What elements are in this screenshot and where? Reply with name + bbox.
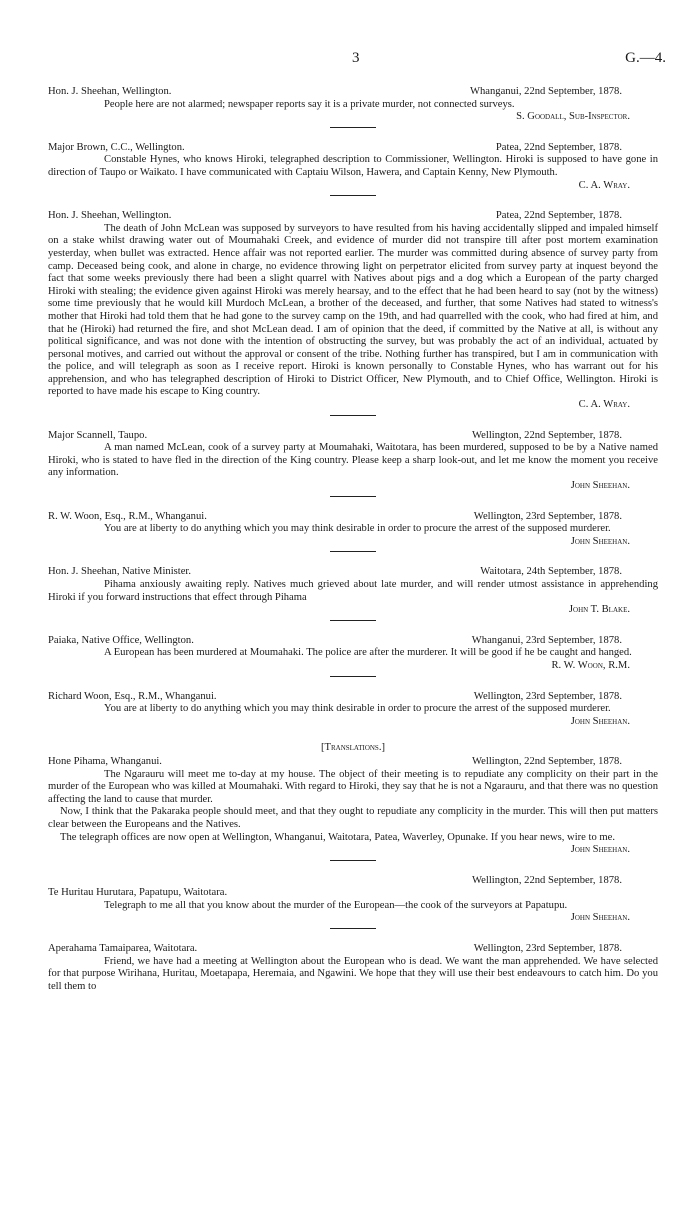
telegram-body: You are at liberty to do anything which you may think desirable in order to procure the arrest of the supposed murderer. (104, 703, 611, 715)
telegram (48, 511, 658, 553)
separator-rule (330, 620, 376, 621)
telegram-address-line (48, 86, 658, 99)
separator-rule (330, 676, 376, 677)
signature: S. Goodall, Sub-Inspector. (516, 111, 630, 123)
signature: John Sheehan. (570, 715, 630, 727)
separator-rule (330, 551, 376, 552)
separator-rule (330, 928, 376, 929)
telegram-body: The Ngarauru will meet me to-day at my house. The object of their meeting is to repudiate any complicity on their part in the murder of the European who was killed at Moumahaki. With regard to Hiroki, they say that he is not a Ngarauru, and that there was no question affecting the land to cause that murder. (48, 768, 658, 805)
telegram-body: Now, I think that the Pakaraka people should meet, and that they ought to repudiate any complicity in the murder. This will then put matters clear between the Europeans and the Natives. (48, 806, 658, 830)
place-date: Waitotara, 24th September, 1878. (480, 566, 622, 578)
separator-rule (330, 127, 376, 128)
telegram-address-line (48, 691, 658, 704)
telegram-body: Constable Hynes, who knows Hiroki, telegraphed description to Commissioner, Wellington. Hiroki is supposed to have gone in direction of Taupo or Waikato. I have communicated with Captaiu Wilson, Hawera, and Captain Kenny, New Plymouth. (48, 154, 658, 178)
separator-rule (330, 195, 376, 196)
signature: John Sheehan. (570, 480, 630, 492)
telegram (48, 430, 658, 497)
telegram (48, 635, 658, 677)
place-date: Wellington, 22nd September, 1878. (472, 429, 622, 441)
recipient: Hon. J. Sheehan, Native Minister. (48, 566, 191, 578)
place-date: Patea, 22nd September, 1878. (495, 210, 622, 222)
telegram-body: The telegraph offices are now open at Wellington, Whanganui, Waitotara, Patea, Waverley, Opunake. If you hear news, wire to me. (60, 831, 615, 843)
telegram-body: The death of John McLean was supposed by surveyors to have resulted from his having accidentally slipped and impaled himself on a stake whilst drawing water out of Moumahaki Creek, and evidence of murder did not transpire till after post mortem examination yesterday, when bullet was extracted. Hence affair was not reported earlier. The murder was committed during absence of survey party from camp. Deceased being cook, and alone in charge, no evidence throwing light on perpetrator elicited from survey party at inquest beyond the fact that some weeks previously there had been a slight quarrel with Natives about pigs and a dog which a European of the party charged Hiroki with stealing; the evidence given against Hiroki was merely hearsay, and to the effect that he had been heard to say (not by the witness) some time previously that he would kill Murdoch McLean, a brother of the deceased, and further, that some Natives had stated to witness's mother that Hiroki had told them that he had gone to the survey camp on the 19th, and had quarrelled with the cook, who had fired at him, and that he (Hiroki) had returned the fire, and shot McLean dead. I am of opinion that the deed, if committed by the Native at all, is without any political significance, and was not done with the intention of obstructing the survey, but was probably the act of an individual, actuated by personal motives, and carried out without the approval or consent of the tribe. Nothing further has transpired, but I am in communication with the police, and will telegraph as soon as I receive report. Hiroki is known personally to Constable Hynes, who has warrant out for his apprehension, and who has telegraphed description of Hiroki to District Officer, New Plymouth, and to Chief Office, Wellington. Hiroki is reported to have made his escape to King country. (48, 222, 658, 398)
telegram (48, 756, 658, 861)
telegram-body: You are at liberty to do anything which you may think desirable in order to procure the arrest of the supposed murderer. (104, 523, 611, 535)
signature: John T. Blake. (568, 604, 630, 616)
telegram-body: Telegraph to me all that you know about the murder of the European—the cook of the surveyors at Papatupu. (104, 899, 568, 911)
telegram-address-line (48, 943, 658, 956)
recipient: Aperahama Tamaiparea, Waitotara. (48, 943, 198, 955)
recipient: Major Brown, C.C., Wellington. (48, 141, 185, 153)
telegram-body: People here are not alarmed; newspaper reports say it is a private murder, not connected surveys. (104, 98, 515, 110)
telegram-address-line (48, 566, 658, 579)
telegram-address-line (48, 635, 658, 648)
telegram (48, 943, 658, 993)
recipient: Hone Pihama, Whanganui. (48, 755, 162, 767)
page-header (0, 50, 700, 70)
telegram-body: A European has been murdered at Moumahaki. The police are after the murderer. It will be good if he be caught and hanged. (104, 647, 632, 659)
translations-heading: [Translations.] (320, 742, 385, 754)
signature: John Sheehan. (570, 912, 630, 924)
place-date: Wellington, 23rd September, 1878. (473, 943, 622, 955)
separator-rule (330, 415, 376, 416)
telegram (48, 86, 658, 128)
place-date: Wellington, 22nd September, 1878. (472, 874, 622, 886)
place-date: Wellington, 23rd September, 1878. (473, 690, 622, 702)
telegram-body: Pihama anxiously awaiting reply. Natives much grieved about late murder, and will render utmost assistance in apprehending Hiroki if you forward instructions that effect through Pihama (48, 579, 658, 603)
recipient: R. W. Woon, Esq., R.M., Whanganui. (48, 510, 207, 522)
telegram (48, 875, 658, 929)
signature: C. A. Wray. (578, 399, 630, 411)
recipient: Major Scannell, Taupo. (48, 429, 148, 441)
signature: C. A. Wray. (578, 179, 630, 191)
place-date: Wellington, 23rd September, 1878. (473, 510, 622, 522)
telegram (48, 566, 658, 620)
telegram (48, 691, 658, 729)
place-date: Patea, 22nd September, 1878. (495, 141, 622, 153)
telegram-address-line (48, 511, 658, 524)
separator-rule (330, 496, 376, 497)
telegram-body: Friend, we have had a meeting at Wellington about the European who is dead. We want the man apprehended. We have selected for that purpose Wirihana, Huritau, Moetapapa, Heremaia, and Ngawini. We hope that they will use their best endeavours to catch him. Do you tell them to (48, 955, 658, 992)
recipient: Richard Woon, Esq., R.M., Whanganui. (48, 690, 217, 702)
place-date: Whanganui, 22nd September, 1878. (470, 86, 622, 97)
recipient: Te Huritau Hurutara, Papatupu, Waitotara. (48, 887, 228, 899)
telegram-address-line (48, 142, 658, 155)
recipient: Hon. J. Sheehan, Wellington. (48, 86, 172, 97)
document-reference: G.—4. (625, 50, 666, 66)
separator-rule (330, 860, 376, 861)
recipient: Hon. J. Sheehan, Wellington. (48, 210, 172, 222)
place-date: Whanganui, 23rd September, 1878. (471, 634, 622, 646)
telegram-address-line (48, 756, 658, 769)
telegram (48, 210, 658, 416)
page-number: 3 (352, 50, 360, 66)
signature: John Sheehan. (570, 535, 630, 547)
telegram (48, 142, 658, 196)
telegram-address-line (48, 430, 658, 443)
place-date: Wellington, 22nd September, 1878. (472, 755, 622, 767)
telegram-body: A man named McLean, cook of a survey party at Moumahaki, Waitotara, has been murdered, supposed to be by a Native named Hiroki, who is stated to have fled in the direction of the King country. Please keep a sharp look-out, and let me know the moment you receive any information. (48, 442, 658, 479)
signature: John Sheehan. (570, 844, 630, 856)
telegram-list (48, 86, 658, 1007)
signature: R. W. Woon, R.M. (551, 659, 630, 671)
telegram-address-line (48, 210, 658, 223)
recipient: Paiaka, Native Office, Wellington. (48, 634, 194, 646)
